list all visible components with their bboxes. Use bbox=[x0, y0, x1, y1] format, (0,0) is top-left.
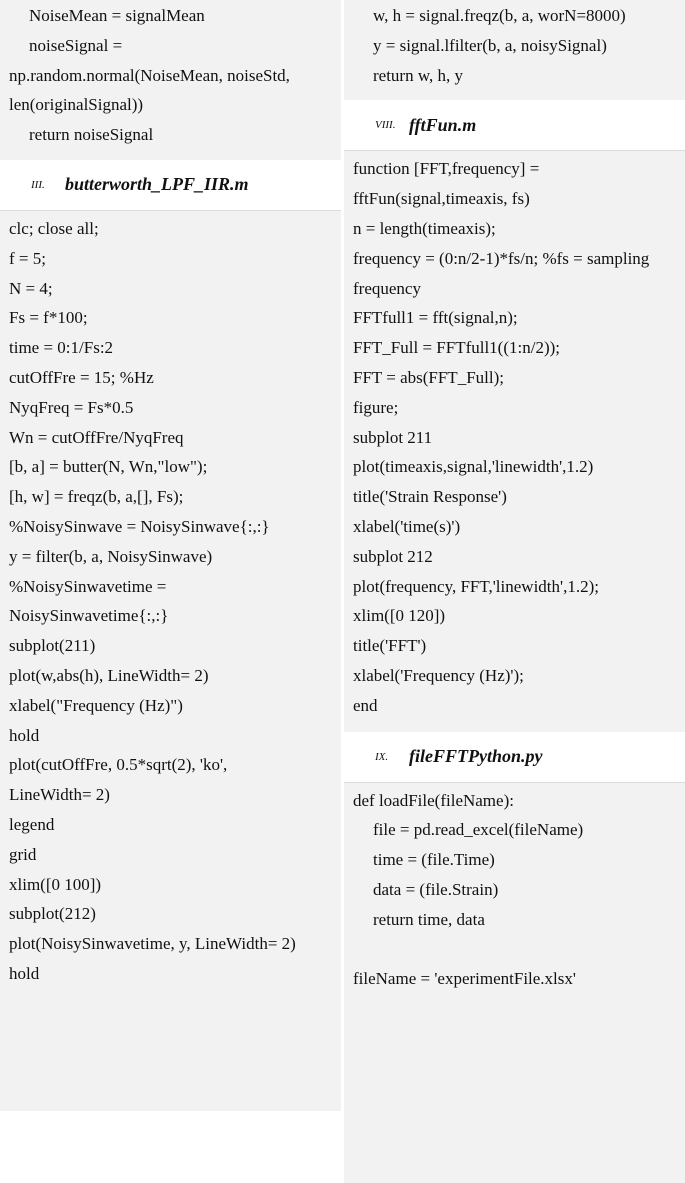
section-heading-iii bbox=[0, 160, 341, 211]
code-line: %NoisySinwavetime = bbox=[9, 576, 167, 596]
code-line: legend bbox=[9, 814, 55, 834]
code-line: NoisySinwavetime{:,:} bbox=[9, 606, 169, 626]
code-line: noiseSignal = bbox=[29, 35, 123, 55]
code-line: subplot(212) bbox=[9, 904, 96, 924]
code-line: figure; bbox=[353, 397, 399, 417]
code-line: np.random.normal(NoiseMean, noiseStd, bbox=[9, 65, 290, 85]
code-line: hold bbox=[9, 963, 40, 983]
code-line: title('FFT') bbox=[353, 636, 427, 656]
code-line: subplot(211) bbox=[9, 636, 96, 656]
code-block-fftfun bbox=[344, 151, 685, 731]
code-block-butterworth bbox=[0, 211, 341, 1111]
section-title: butterworth_LPF_IIR.m bbox=[65, 174, 249, 195]
section-numeral: VIII. bbox=[375, 119, 396, 132]
code-line: w, h = signal.freqz(b, a, worN=8000) bbox=[373, 6, 626, 25]
code-line: [h, w] = freqz(b, a,[], Fs); bbox=[9, 487, 184, 507]
code-line bbox=[353, 935, 679, 965]
code-line: plot(w,abs(h), LineWidth= 2) bbox=[9, 665, 209, 685]
code-line: title('Strain Response') bbox=[353, 487, 507, 507]
code-line: xlabel("Frequency (Hz)") bbox=[9, 695, 183, 715]
code-line: FFT = abs(FFT_Full); bbox=[353, 367, 504, 387]
code-line: end bbox=[353, 695, 378, 715]
code-line: def loadFile(fileName): bbox=[353, 790, 514, 810]
code-line: [b, a] = butter(N, Wn,"low"); bbox=[9, 457, 208, 477]
section-title: fftFun.m bbox=[409, 114, 477, 135]
code-line: subplot 211 bbox=[353, 427, 433, 447]
code-line: y = filter(b, a, NoisySinwave) bbox=[9, 546, 213, 566]
code-line: LineWidth= 2) bbox=[9, 785, 110, 805]
code-line: subplot 212 bbox=[353, 546, 433, 566]
code-line: FFT_Full = FFTfull1((1:n/2)); bbox=[353, 338, 560, 358]
code-line: return time, data bbox=[373, 909, 485, 929]
code-line: y = signal.lfilter(b, a, noisySignal) bbox=[373, 35, 607, 55]
section-numeral: III. bbox=[31, 178, 45, 191]
code-line: file = pd.read_excel(fileName) bbox=[373, 820, 584, 840]
code-line: NoiseMean = signalMean bbox=[29, 6, 205, 25]
code-line: hold bbox=[9, 725, 40, 745]
code-line: n = length(timeaxis); bbox=[353, 218, 496, 238]
code-line: clc; close all; bbox=[9, 218, 99, 238]
section-heading-viii bbox=[344, 100, 685, 151]
code-line: plot(NoisySinwavetime, y, LineWidth= 2) bbox=[9, 934, 296, 954]
code-line: xlabel('Frequency (Hz)'); bbox=[353, 665, 524, 685]
code-line: xlim([0 120]) bbox=[353, 606, 446, 626]
code-block-freqz bbox=[344, 0, 685, 100]
code-line: len(originalSignal)) bbox=[9, 95, 144, 115]
code-line: plot(cutOffFre, 0.5*sqrt(2), 'ko', bbox=[9, 755, 228, 775]
code-line: Fs = f*100; bbox=[9, 308, 88, 328]
code-line: frequency bbox=[353, 278, 421, 298]
code-line: fileName = 'experimentFile.xlsx' bbox=[353, 969, 576, 989]
code-line: plot(frequency, FFT,'linewidth',1.2); bbox=[353, 576, 599, 596]
code-line: N = 4; bbox=[9, 278, 53, 298]
code-line: grid bbox=[9, 844, 37, 864]
code-block-filefftpython bbox=[344, 783, 685, 1183]
code-line: return w, h, y bbox=[373, 65, 464, 85]
section-heading-ix bbox=[344, 732, 685, 783]
code-line: %NoisySinwave = NoisySinwave{:,:} bbox=[9, 516, 270, 536]
code-line: cutOffFre = 15; %Hz bbox=[9, 367, 154, 387]
code-line: NyqFreq = Fs*0.5 bbox=[9, 397, 134, 417]
right-column bbox=[344, 0, 685, 1183]
code-line: frequency = (0:n/2-1)*fs/n; %fs = sampling bbox=[353, 248, 650, 268]
code-line: FFTfull1 = fft(signal,n); bbox=[353, 308, 518, 328]
code-line: Wn = cutOffFre/NyqFreq bbox=[9, 427, 184, 447]
code-line: xlabel('time(s)') bbox=[353, 516, 461, 536]
code-line: xlim([0 100]) bbox=[9, 874, 102, 894]
code-line: data = (file.Strain) bbox=[373, 879, 499, 899]
code-line: plot(timeaxis,signal,'linewidth',1.2) bbox=[353, 457, 594, 477]
code-line: function [FFT,frequency] = bbox=[353, 159, 540, 179]
left-column bbox=[0, 0, 341, 1111]
code-line: time = 0:1/Fs:2 bbox=[9, 338, 114, 358]
section-title: fileFFTPython.py bbox=[409, 746, 543, 767]
code-line: f = 5; bbox=[9, 248, 46, 268]
code-line: time = (file.Time) bbox=[373, 850, 495, 870]
code-line: return noiseSignal bbox=[29, 125, 154, 145]
code-block-noise bbox=[0, 0, 341, 160]
section-numeral: IX. bbox=[375, 750, 389, 763]
code-line: fftFun(signal,timeaxis, fs) bbox=[353, 189, 530, 209]
